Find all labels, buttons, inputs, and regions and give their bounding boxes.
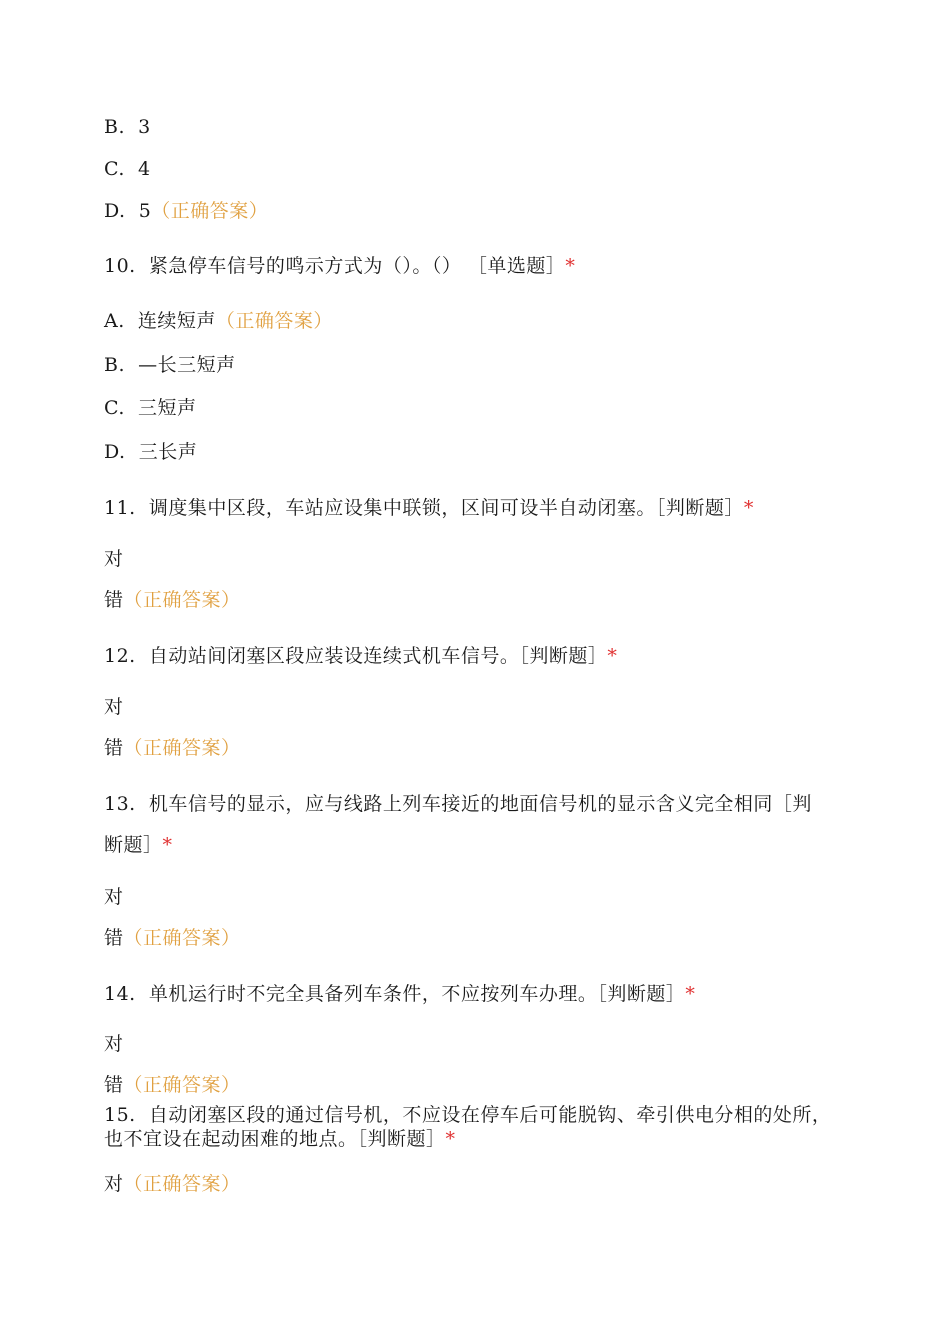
question-text: 调度集中区段，车站应设集中联锁，区间可设半自动闭塞。 xyxy=(148,497,656,519)
correct-answer-tag: （正确答案） xyxy=(123,737,241,759)
correct-answer-tag: （正确答案） xyxy=(215,310,333,332)
option-b[interactable] xyxy=(104,115,151,139)
question-11 xyxy=(104,496,754,520)
question-number: 13. xyxy=(104,793,136,815)
question-number: 14. xyxy=(104,983,136,1005)
option-c[interactable] xyxy=(104,396,197,420)
option-text: 对 xyxy=(104,886,124,908)
option-text: 错 xyxy=(104,737,124,759)
required-mark: * xyxy=(445,1128,456,1150)
option-false[interactable] xyxy=(104,736,241,760)
option-text: 错 xyxy=(104,1074,124,1096)
option-text: 错 xyxy=(104,589,124,611)
correct-answer-tag: （正确答案） xyxy=(123,1074,241,1096)
question-text: 单机运行时不完全具备列车条件，不应按列车办理。 xyxy=(148,983,598,1005)
option-text: 对 xyxy=(104,1033,124,1055)
question-10 xyxy=(104,254,575,278)
question-text: 自动站间闭塞区段应装设连续式机车信号。 xyxy=(148,645,520,667)
option-letter: C. xyxy=(104,397,125,419)
required-mark: * xyxy=(685,983,696,1005)
option-text: 3 xyxy=(138,116,151,138)
option-false[interactable] xyxy=(104,926,241,950)
option-letter: C. xyxy=(104,158,125,180)
correct-answer-tag: （正确答案） xyxy=(151,200,269,222)
question-text: 紧急停车信号的鸣示方式为（）。（） xyxy=(148,255,462,277)
question-type: ［判断题］ xyxy=(597,983,686,1005)
correct-answer-tag: （正确答案） xyxy=(123,589,241,611)
option-true[interactable] xyxy=(104,1172,241,1196)
required-mark: * xyxy=(743,497,754,519)
correct-answer-tag: （正确答案） xyxy=(123,1173,241,1195)
option-false[interactable] xyxy=(104,1073,241,1097)
option-a[interactable] xyxy=(104,309,333,333)
option-false[interactable] xyxy=(104,588,241,612)
option-true[interactable] xyxy=(104,1032,124,1056)
question-number: 15. xyxy=(104,1104,136,1126)
option-letter: D. xyxy=(104,200,126,222)
option-letter: D. xyxy=(104,441,126,463)
question-number: 11. xyxy=(104,497,136,519)
question-text: 机车信号的显示，应与线路上列车接近的地面信号机的显示含义完全相同［判 xyxy=(148,793,812,815)
required-mark: * xyxy=(607,645,618,667)
option-text: 三长声 xyxy=(138,441,198,463)
option-text: 5 xyxy=(138,200,152,222)
option-text: —长三短声 xyxy=(138,354,236,376)
option-text: 对 xyxy=(104,548,124,570)
question-type: ［单选题］ xyxy=(467,255,566,277)
option-letter: A. xyxy=(104,310,125,332)
question-13 xyxy=(104,792,812,816)
question-15-continued xyxy=(104,1127,456,1151)
option-d[interactable] xyxy=(104,440,197,464)
option-text: 4 xyxy=(138,158,151,180)
option-true[interactable] xyxy=(104,885,124,909)
question-13-continued xyxy=(104,833,173,857)
question-14 xyxy=(104,982,695,1006)
question-type: ［判断题］ xyxy=(655,497,744,519)
option-c[interactable] xyxy=(104,157,151,181)
question-type: ［判断题］ xyxy=(519,645,608,667)
question-number: 10. xyxy=(104,255,136,277)
option-text: 连续短声 xyxy=(137,310,216,332)
question-text: 自动闭塞区段的通过信号机，不应设在停车后可能脱钩、牵引供电分相的处所， xyxy=(148,1104,832,1126)
option-text: 错 xyxy=(104,927,124,949)
option-text: 三短声 xyxy=(138,397,197,419)
option-d[interactable] xyxy=(104,199,268,223)
option-letter: B. xyxy=(104,354,126,376)
option-text: 对 xyxy=(104,696,124,718)
question-type: ［判断题］ xyxy=(357,1128,446,1150)
required-mark: * xyxy=(162,834,173,856)
question-12 xyxy=(104,644,617,668)
option-true[interactable] xyxy=(104,695,124,719)
question-number: 12. xyxy=(104,645,136,667)
question-15 xyxy=(104,1103,831,1127)
option-b[interactable] xyxy=(104,353,236,377)
question-text: 断题］ xyxy=(104,834,163,856)
option-letter: B. xyxy=(104,116,126,138)
option-text: 对 xyxy=(104,1173,124,1195)
question-text: 也不宜设在起动困难的地点。 xyxy=(104,1128,358,1150)
correct-answer-tag: （正确答案） xyxy=(123,927,241,949)
required-mark: * xyxy=(565,255,576,277)
option-true[interactable] xyxy=(104,547,124,571)
